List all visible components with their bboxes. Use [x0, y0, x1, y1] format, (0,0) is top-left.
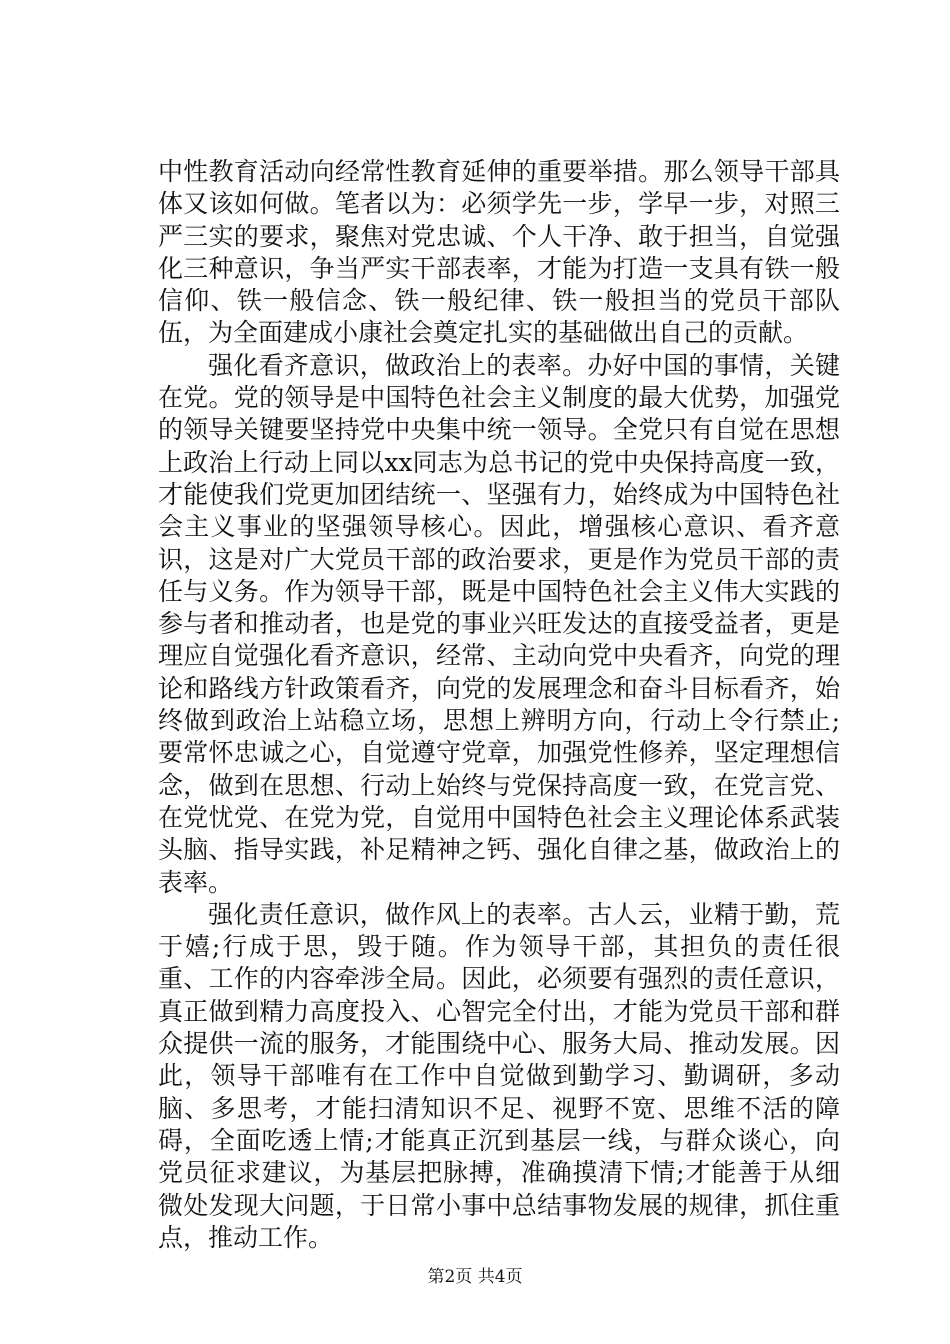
document-body	[158, 156, 840, 1254]
paragraph-3: 强化责任意识，做作风上的表率。古人云，业精于勤，荒于嬉;行成于思，毁于随。作为领导干部，其担负的责任很重、工作的内容牵涉全局。因此，必须要有强烈的责任意识，真正做到精力高度投入、心智完全付出，才能为党员干部和群众提供一流的服务，才能围绕中心、服务大局、推动发展。因此，领导干部唯有在工作中自觉做到勤学习、勤调研，多动脑、多思考，才能扫清知识不足、视野不宽、思维不活的障碍，全面吃透上情;才能真正沉到基层一线，与群众谈心，向党员征求建议，为基层把脉搏，准确摸清下情;才能善于从细微处发现大问题，于日常小事中总结事物发展的规律，抓住重点，推动工作。	[158, 899, 840, 1252]
page-footer: 第2页 共4页	[427, 1267, 523, 1287]
paragraph-2: 强化看齐意识，做政治上的表率。办好中国的事情，关键在党。党的领导是中国特色社会主义制度的最大优势，加强党的领导关键要坚持党中央集中统一领导。全党只有自觉在思想上政治上行动上同以xx同志为总书记的党中央保持高度一致，才能使我们党更加团结统一、坚强有力，始终成为中国特色社会主义事业的坚强领导核心。因此，增强核心意识、看齐意识，这是对广大党员干部的政治要求，更是作为党员干部的责任与义务。作为领导干部，既是中国特色社会主义伟大实践的参与者和推动者，也是党的事业兴旺发达的直接受益者，更是理应自觉强化看齐意识，经常、主动向党中央看齐，向党的理论和路线方针政策看齐，向党的发展理念和奋斗目标看齐，始终做到政治上站稳立场，思想上辨明方向，行动上令行禁止;要常怀忠诚之心，自觉遵守党章，加强党性修养，坚定理想信念，做到在思想、行动上始终与党保持高度一致，在党言党、在党忧党、在党为党，自觉用中国特色社会主义理论体系武装头脑、指导实践，补足精神之钙、强化自律之基，做政治上的表率。	[158, 350, 840, 897]
paragraph-1: 中性教育活动向经常性教育延伸的重要举措。那么领导干部具体又该如何做。笔者以为：必须学先一步，学早一步，对照三严三实的要求，聚焦对党忠诚、个人干净、敢于担当，自觉强化三种意识，争当严实干部表率，才能为打造一支具有铁一般信仰、铁一般信念、铁一般纪律、铁一般担当的党员干部队伍，为全面建成小康社会奠定扎实的基础做出自己的贡献。	[158, 157, 840, 348]
